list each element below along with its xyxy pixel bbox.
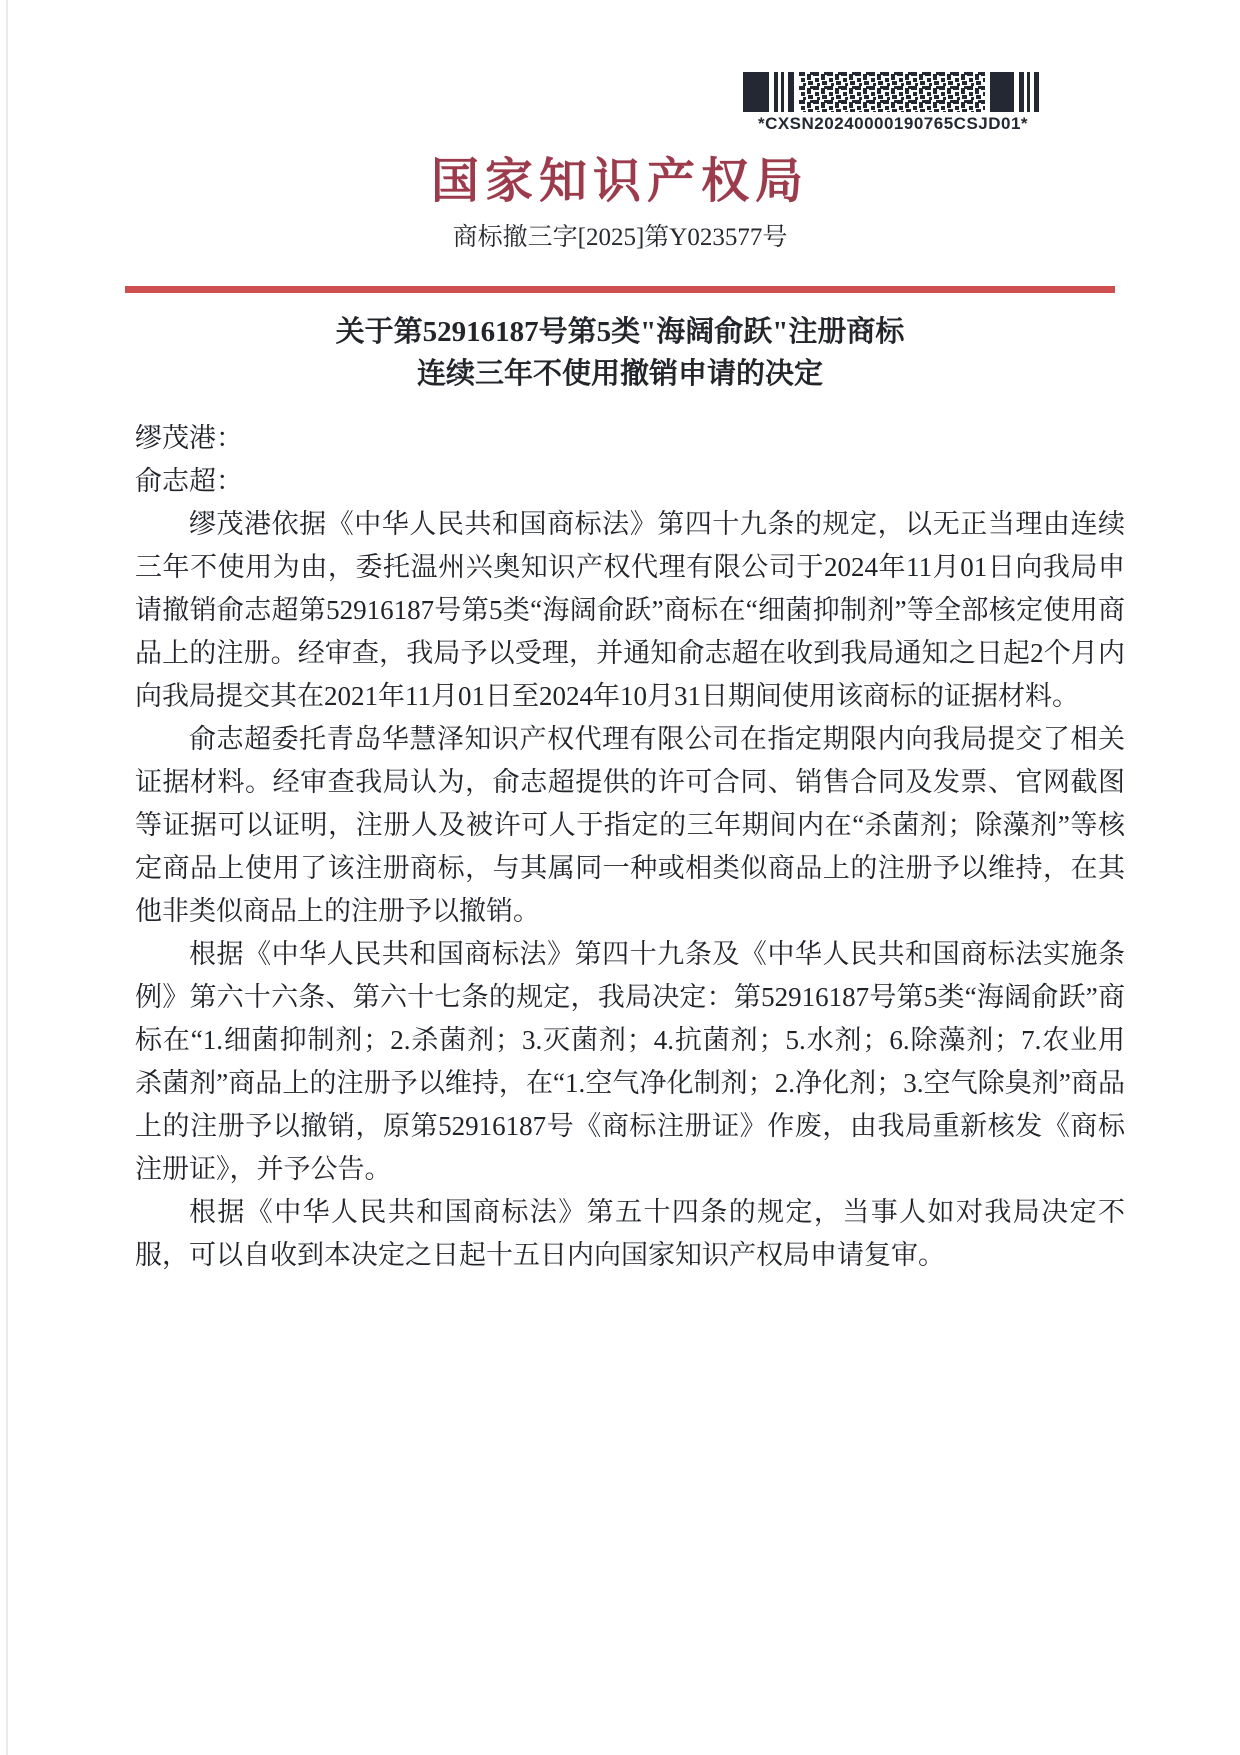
agency-title: 国家知识产权局 (430, 155, 809, 208)
barcode-block (738, 72, 1048, 134)
paragraph-4: 根据《中华人民共和国商标法》第五十四条的规定，当事人如对我局决定不服，可以自收到本决定之日起十五日内向国家知识产权局申请复审。 (135, 1197, 1125, 1270)
barcode-icon (743, 72, 1043, 112)
decision-title (0, 311, 1240, 395)
paragraph-2: 俞志超委托青岛华慧泽知识产权代理有限公司在指定期限内向我局提交了相关证据材料。经审查我局认为，俞志超提供的许可合同、销售合同及发票、官网截图等证据可以证明，注册人及被许可人于指定的三年期间内在“杀菌剂；除藻剂”等核定商品上使用了该注册商标，与其属同一种或相类似商品上的注册予以维持，在其他非类似商品上的注册予以撤销。 (135, 724, 1125, 926)
document-number: 商标撤三字[2025]第Y023577号 (452, 224, 788, 251)
decision-title-line1: 关于第52916187号第5类"海阔俞跃"注册商标 (335, 316, 905, 348)
red-divider-rule (125, 286, 1115, 293)
addressee-2: 俞志超： (135, 466, 243, 496)
decision-title-line2: 连续三年不使用撤销申请的决定 (416, 358, 823, 390)
paragraph-3: 根据《中华人民共和国商标法》第四十九条及《中华人民共和国商标法实施条例》第六十六条、第六十七条的规定，我局决定：第52916187号第5类“海阔俞跃”商标在“1.细菌抑制剂；2.杀菌剂；3.灭菌剂；4.抗菌剂；5.水剂；6.除藻剂；7.农业用杀菌剂”商品上的注册予以维持，在“1.空气净化制剂；2.净化剂；3.空气除臭剂”商品上的注册予以撤销，原第52916187号《商标注册证》作废，由我局重新核发《商标注册证》，并予公告。 (135, 939, 1125, 1184)
addressee-1: 缪茂港： (135, 423, 243, 453)
paragraph-1: 缪茂港依据《中华人民共和国商标法》第四十九条的规定，以无正当理由连续三年不使用为由，委托温州兴奥知识产权代理有限公司于2024年11月01日向我局申请撤销俞志超第52916187号第5类“海阔俞跃”商标在“细菌抑制剂”等全部核定使用商品上的注册。经审查，我局予以受理，并通知俞志超在收到我局通知之日起2个月内向我局提交其在2021年11月01日至2024年10月31日期间使用该商标的证据材料。 (135, 509, 1125, 711)
barcode-number: *CXSN20240000190765CSJD01* (757, 114, 1029, 133)
scan-edge-artifact (6, 0, 8, 1755)
document-body (135, 417, 1125, 1277)
